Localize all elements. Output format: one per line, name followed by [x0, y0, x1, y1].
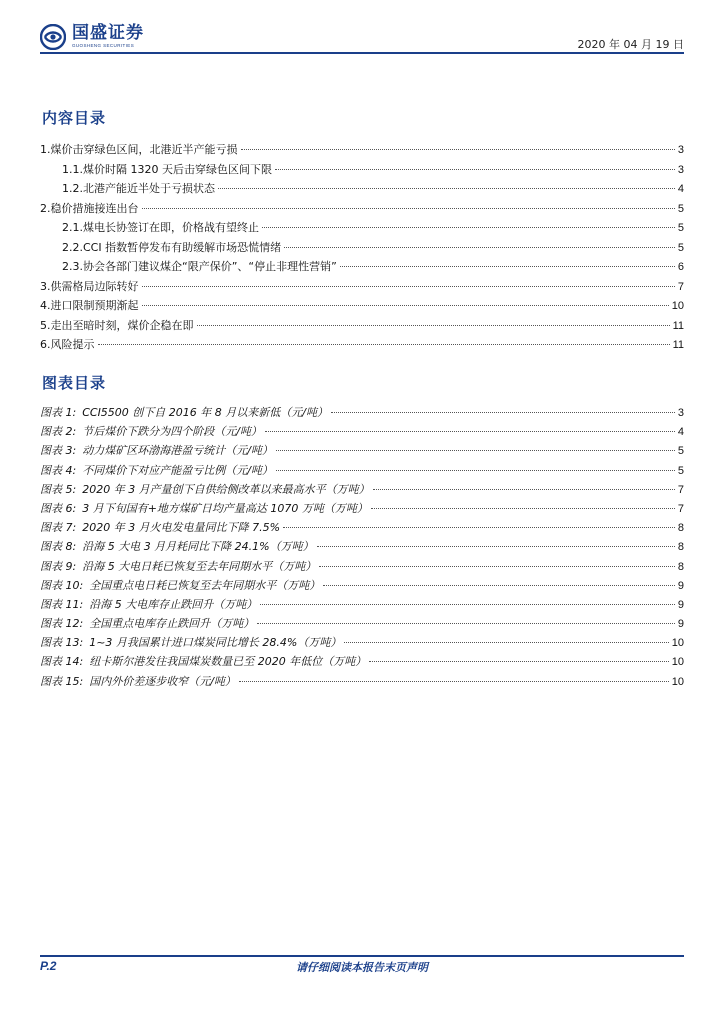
- leader-dots: [142, 305, 669, 306]
- leader-dots: [197, 325, 670, 326]
- figure-label[interactable]: 图表 14:: [40, 655, 84, 669]
- figure-entry-text[interactable]: 动力煤矿区环渤海港盈亏统计（元/吨）: [82, 444, 273, 458]
- report-date: 2020 年 04 月 19 日: [577, 38, 684, 51]
- toc-entry-page: 11: [672, 319, 684, 332]
- figure-entry-text[interactable]: 2020 年 3 月产量创下自供给侧改革以来最高水平（万吨）: [82, 482, 370, 496]
- brand-name-en: GUOSHENG SECURITIES: [72, 43, 135, 49]
- brand-name: 国盛证券: [72, 23, 144, 44]
- toc-entry[interactable]: [40, 297, 684, 317]
- toc-entry-text[interactable]: 2.1.煤电长协签订在即，价格战有望终止: [62, 221, 259, 234]
- figure-entry-page: 10: [671, 656, 684, 669]
- toc-entry-page: 11: [672, 339, 684, 351]
- toc-entry[interactable]: [40, 258, 684, 278]
- toc-entry-text[interactable]: 1.1.煤价时隔 1320 天后击穿绿色区间下限: [62, 162, 272, 176]
- figure-entry-text[interactable]: 2020 年 3 月火电发电量同比下降 7.5%: [82, 521, 281, 535]
- toc-entry-text[interactable]: 5.走出至暗时刻，煤价企稳在即: [40, 318, 194, 332]
- figure-entry-text[interactable]: 纽卡斯尔港发往我国煤炭数量已至 2020 年低位（万吨）: [89, 655, 367, 669]
- figure-entry[interactable]: [40, 634, 684, 653]
- leader-dots: [331, 412, 675, 413]
- figure-entry[interactable]: [40, 653, 684, 672]
- leader-dots: [369, 661, 669, 662]
- figure-entry-page: 7: [677, 502, 684, 515]
- toc-entry-page: 3: [677, 163, 684, 176]
- leader-dots: [239, 681, 669, 682]
- leader-dots: [371, 508, 675, 509]
- figure-label[interactable]: 图表 6:: [40, 501, 77, 515]
- leader-dots: [257, 623, 675, 624]
- figure-entry-page: 8: [677, 522, 684, 535]
- disclaimer-note: 请仔细阅读本报告末页声明: [296, 961, 428, 974]
- figure-label[interactable]: 图表 11:: [40, 597, 84, 611]
- toc-entry-text[interactable]: 2.2.CCI 指数暂停发布有助缓解市场恐慌情绪: [62, 240, 282, 254]
- figure-entry-text[interactable]: 全国重点电日耗已恢复至去年同期水平（万吨）: [89, 578, 321, 592]
- figure-label[interactable]: 图表 2:: [40, 425, 77, 439]
- leader-dots: [344, 642, 668, 643]
- page-header: [40, 22, 684, 52]
- toc-entry-page: 5: [677, 241, 684, 254]
- figure-entry-page: 5: [677, 445, 684, 458]
- brand-logo: [40, 22, 144, 52]
- figure-entry-text[interactable]: 全国重点电库存止跌回升（万吨）: [89, 617, 255, 631]
- figure-entry-text[interactable]: CCI5500 创下自 2016 年 8 月以来新低（元/吨）: [82, 406, 328, 419]
- figure-entry-text[interactable]: 沿海 5 大电库存止跌回升（万吨）: [89, 597, 258, 611]
- figure-entry-text[interactable]: 1~3 月我国累计进口煤炭同比增长 28.4%（万吨）: [89, 636, 342, 650]
- leader-dots: [275, 169, 675, 170]
- leader-dots: [319, 566, 675, 567]
- figure-label[interactable]: 图表 10:: [40, 578, 84, 592]
- figure-entry-page: 9: [677, 579, 684, 592]
- figure-entry[interactable]: [40, 442, 684, 461]
- figure-entry-page: 4: [677, 426, 684, 439]
- leader-dots: [317, 546, 675, 547]
- figure-label[interactable]: 图表 4:: [40, 463, 77, 477]
- toc-entry[interactable]: [40, 219, 684, 239]
- figure-entry-page: 9: [677, 618, 684, 631]
- leader-dots: [323, 585, 675, 586]
- toc-entry-text[interactable]: 2.稳价措施接连出台: [40, 201, 139, 215]
- toc-entry-page: 6: [677, 261, 684, 273]
- page-number: P.2: [40, 959, 57, 973]
- figure-entry[interactable]: [40, 577, 684, 596]
- figure-entry-page: 8: [677, 541, 684, 554]
- toc-entry[interactable]: [40, 200, 684, 220]
- figures-list: [40, 404, 684, 692]
- toc-entry[interactable]: [40, 180, 684, 200]
- figure-label[interactable]: 图表 7:: [40, 521, 77, 535]
- figure-entry-text[interactable]: 3 月下旬国有+地方煤矿日均产量高达 1070 万吨（万吨）: [82, 501, 368, 515]
- leader-dots: [340, 266, 675, 267]
- figure-entry-page: 5: [677, 464, 684, 477]
- leader-dots: [260, 604, 675, 605]
- figures-title: 图表目录: [42, 374, 107, 392]
- leader-dots: [218, 188, 675, 189]
- figure-entry-text[interactable]: 不同煤价下对应产能盈亏比例（元/吨）: [82, 463, 273, 477]
- figure-entry-text[interactable]: 沿海 5 大电 3 月月耗同比下降 24.1%（万吨）: [82, 540, 314, 554]
- figure-entry[interactable]: [40, 558, 684, 577]
- figure-entry[interactable]: [40, 596, 684, 615]
- figure-label[interactable]: 图表 12:: [40, 617, 84, 631]
- leader-dots: [283, 527, 675, 528]
- toc-entry-text[interactable]: 1.煤价击穿绿色区间，北港近半产能亏损: [40, 143, 238, 156]
- figure-entry-page: 8: [677, 560, 684, 573]
- figure-entry-page: 9: [677, 598, 684, 611]
- figure-entry[interactable]: [40, 481, 684, 500]
- figure-label[interactable]: 图表 5:: [40, 482, 77, 496]
- leader-dots: [284, 247, 675, 248]
- toc-entry[interactable]: [40, 278, 684, 298]
- toc-entry-text[interactable]: 3.供需格局边际转好: [40, 279, 139, 293]
- figure-entry-page: 10: [671, 675, 684, 688]
- toc-entry-text[interactable]: 2.3.协会各部门建议煤企“限产保价”、“停止非理性营销”: [62, 260, 337, 273]
- figure-entry-page: 7: [677, 483, 684, 496]
- figure-label[interactable]: 图表 3:: [40, 444, 77, 458]
- toc-entry-text[interactable]: 4.进口限制预期渐起: [40, 299, 139, 312]
- toc-entry-text[interactable]: 1.2.北港产能近半处于亏损状态: [62, 182, 215, 195]
- leader-dots: [241, 149, 675, 150]
- brand-logo-icon: [40, 24, 66, 50]
- figure-label[interactable]: 图表 13:: [40, 636, 84, 650]
- figure-entry-text[interactable]: 节后煤价下跌分为四个阶段（元/吨）: [82, 425, 262, 439]
- toc-entry[interactable]: [40, 161, 684, 181]
- toc-entry-page: 3: [677, 144, 684, 156]
- leader-dots: [276, 470, 675, 471]
- toc-entry-page: 10: [671, 300, 684, 312]
- toc-entry[interactable]: [40, 239, 684, 259]
- figure-entry[interactable]: [40, 423, 684, 442]
- toc-entry-page: 5: [677, 222, 684, 234]
- figure-entry-page: 3: [677, 407, 684, 419]
- leader-dots: [262, 227, 675, 228]
- header-divider: [40, 52, 684, 54]
- figure-entry[interactable]: [40, 462, 684, 481]
- leader-dots: [373, 489, 675, 490]
- figure-entry[interactable]: [40, 673, 684, 692]
- toc-entry[interactable]: [40, 336, 684, 356]
- leader-dots: [142, 208, 675, 209]
- toc-list: [40, 141, 684, 356]
- leader-dots: [265, 431, 675, 432]
- figure-label[interactable]: 图表 9:: [40, 559, 77, 573]
- figure-entry[interactable]: [40, 538, 684, 557]
- figure-entry[interactable]: [40, 615, 684, 634]
- toc-entry-text[interactable]: 6.风险提示: [40, 338, 95, 351]
- leader-dots: [276, 450, 675, 451]
- figure-entry[interactable]: [40, 404, 684, 423]
- figure-label[interactable]: 图表 1:: [40, 406, 77, 419]
- toc-entry-page: 5: [677, 202, 684, 215]
- figure-label[interactable]: 图表 8:: [40, 540, 77, 554]
- leader-dots: [142, 286, 675, 287]
- figure-entry-page: 10: [671, 637, 684, 650]
- toc-entry-page: 7: [677, 280, 684, 293]
- toc-entry[interactable]: [40, 141, 684, 161]
- footer-divider: [40, 955, 684, 957]
- figure-entry-text[interactable]: 国内外价差逐步收窄（元/吨）: [89, 674, 236, 688]
- leader-dots: [98, 344, 670, 345]
- figure-entry[interactable]: [40, 500, 684, 519]
- toc-entry-page: 4: [677, 183, 684, 195]
- figure-entry-text[interactable]: 沿海 5 大电日耗已恢复至去年同期水平（万吨）: [82, 559, 317, 573]
- toc-title: 内容目录: [42, 109, 107, 127]
- figure-entry[interactable]: [40, 519, 684, 538]
- toc-entry[interactable]: [40, 317, 684, 337]
- figure-label[interactable]: 图表 15:: [40, 674, 84, 688]
